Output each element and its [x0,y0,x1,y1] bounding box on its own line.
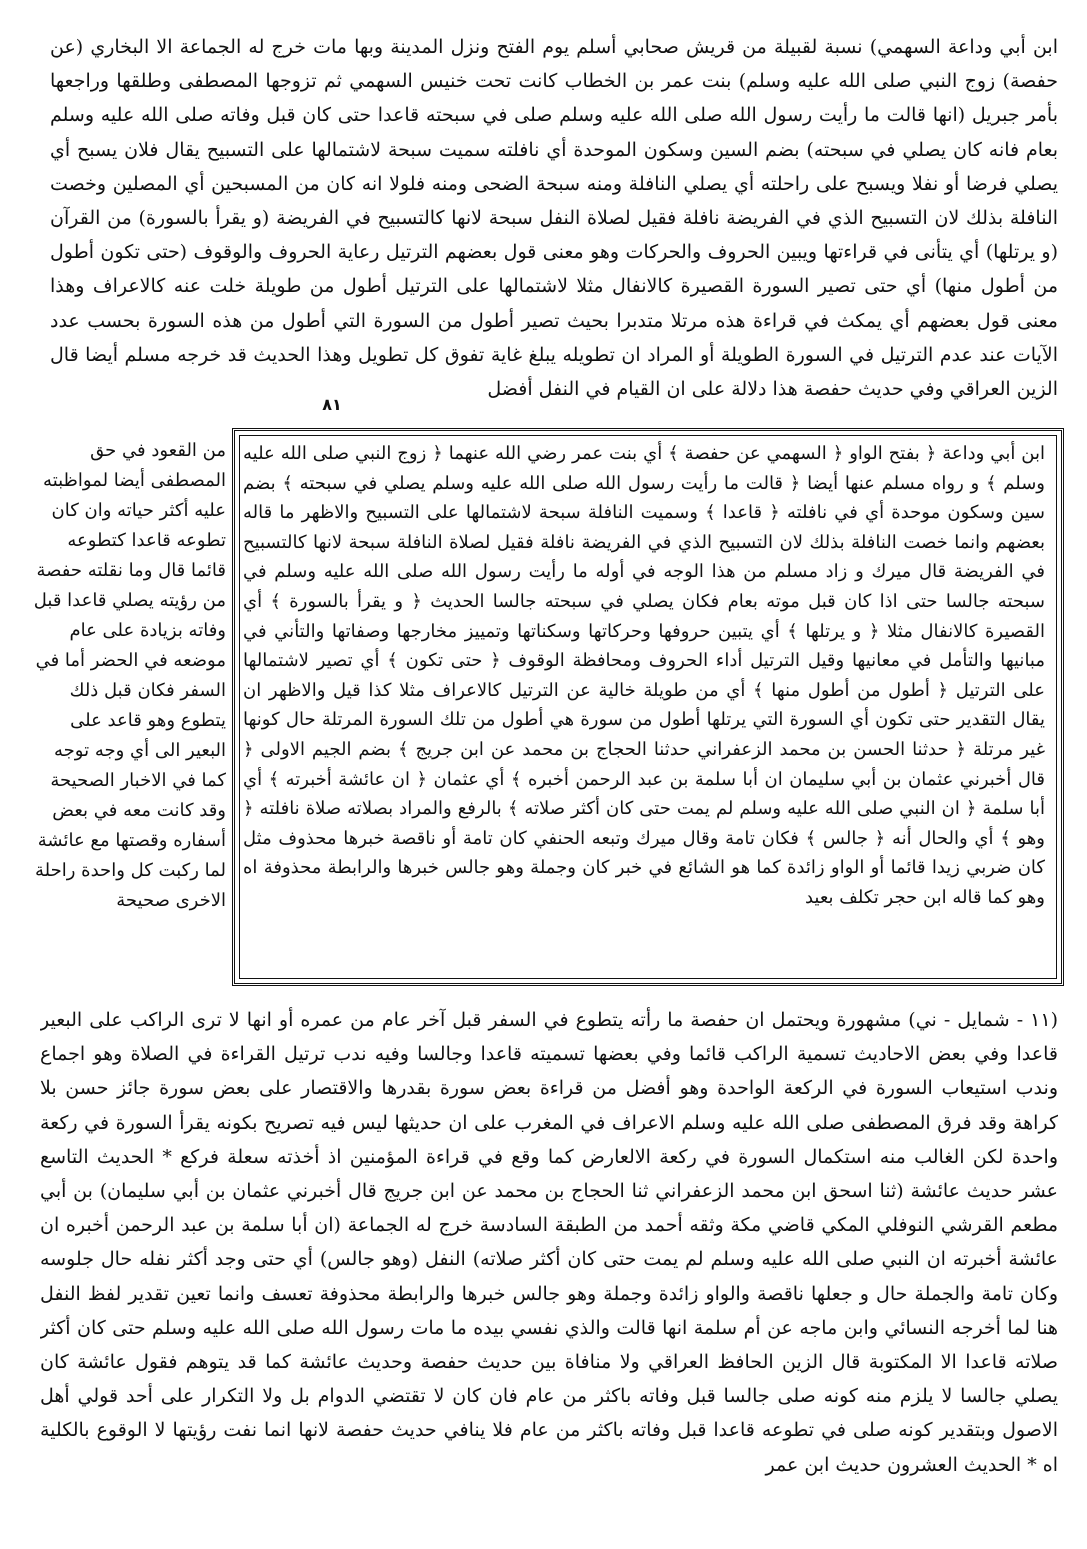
side-commentary-column: من القعود في حق المصطفى أيضا لمواظبته عليه أكثر حياته وان كان تطوعه قاعدا كتطوعه قائما قال وما نقلته حفصة من رؤيته يصلي قاعدا قبل وفاته بزيادة على عام موضعه في الحضر أما في السفر فكان قبل ذلك يتطوع وهو قاعد على البعير الى أي وجه توجه كما في الاخبار الصحيحة وقد كانت معه في بعض أسفاره وقصتها مع عائشة لما ركبت كل واحدة راحلة الاخرى صحيحة [33,440,226,911]
framed-commentary-text: ابن أبي وداعة ﴿ بفتح الواو ﴿ السهمي عن حفصة ﴾ أي بنت عمر رضي الله عنهما ﴿ زوج النبي صلى الله عليه وسلم ﴾ و رواه مسلم عنها أيضا ﴿ قالت ما رأيت رسول الله صلى الله عليه وسلم يصلي في سبحته ﴾ بضم سين وسكون موحدة أي في نافلته ﴿ قاعدا ﴾ وسميت النافلة سبحة لاشتمالها على التسبيح والاظهر ما قاله بعضهم وانما خصت النافلة بذلك لان التسبيح الذي في الفريضة نافلة فقيل لصلاة النافلة سبحة لانها كالتسبيح في الفريضة قال ميرك و زاد مسلم من هذا الوجه في أوله ما رأيت رسول الله صلى الله عليه وسلم في سبحته جالسا حتى اذا كان قبل موته بعام فكان يصلي في سبحته جالسا الحديث ﴿ و يقرأ بالسورة ﴾ أي القصيرة كالانفال مثلا ﴿ و يرتلها ﴾ أي يتبين حروفها وحركاتها وسكناتها وتمييز مخارجها وصفاتها والتأني في مبانيها والتأمل في معانيها وقيل الترتيل أداء الحروف ومحافظة الوقوف ﴿ حتى تكون ﴾ أي تصير لاشتمالها على الترتيل ﴿ أطول من أطول منها ﴾ أي من طويلة خالية عن الترتيل كالاعراف مثلا كذا قيل والاظهر ان يقال التقدير حتى تكون أي السورة التي يرتلها أطول من سورة هي أطول من تلك السورة المرتلة حال كونها غير مرتلة ﴿ حدثنا الحسن بن محمد الزعفراني حدثنا الحجاج بن محمد عن ابن جريج ﴾ بضم الجيم الاولى ﴿ قال أخبرني عثمان بن أبي سليمان ان أبا سلمة بن عبد الرحمن أخبره ﴾ أي عثمان ﴿ ان عائشة أخبرته ﴾ أي أبا سلمة ﴿ ان النبي صلى الله عليه وسلم لم يمت حتى كان أكثر صلاته ﴾ بالرفع والمراد بصلاته صلاة نافلته ﴿ وهو ﴾ أي والحال أنه ﴿ جالس ﴾ فكان تامة وقال ميرك وتبعه الحنفي كان تامة أو ناقصة خبرها محذوف مثل كان ضربي زيدا قائما أو الواو زائدة كما هو الشائع في خبر كان وجملة وهو جالس خبرها والرابطة محذوفة اه وهو كما قاله ابن حجر تكلف بعيد [243,443,1045,908]
top-commentary-paragraph: ابن أبي وداعة السهمي) نسبة لقبيلة من قريش صحابي أسلم يوم الفتح ونزل المدينة وبها مات خرج له الجماعة الا البخاري (عن حفصة) زوج النبي صلى الله عليه وسلم) بنت عمر بن الخطاب كانت تحت خنيس السهمي ثم تزوجها المصطفى وطلقها وراجعها بأمر جبريل (انها قالت ما رأيت رسول الله صلى الله عليه وسلم صلى في سبحته قاعدا حتى كان قبل وفاته صلى الله عليه وسلم بعام فانه كان يصلي في سبحته) بضم السين وسكون الموحدة أي نافلته سميت سبحة لاشتمالها على التسبيح يقال فلان يسبح أي يصلي فرضا أو نفلا ويسبح على راحلته أي يصلي النافلة ومنه سبحة الضحى ومنه فلولا انه كان من المسبحين أي المصلين وخصت النافلة بذلك لان التسبيح الذي في الفريضة نافلة فقيل لصلاة النفل سبحة لانها كالتسبيح في الفريضة (و يقرأ بالسورة) من القرآن (و يرتلها) أي يتأنى في قراءتها ويبين الحروف والحركات وهو معنى قول بعضهم الترتيل رعاية الحروف والوقوف (حتى تكون أطول من أطول منها) أي حتى تصير السورة القصيرة كالانفال مثلا لاشتمالها على الترتيل أطول من طويلة خلت عنه كالاعراف وهذا معنى قول بعضهم أي يمكث في قراءة هذه مرتلا متدبرا بحيث تصير أطول من السورة التي أطول من هذه السورة بحسب عدد الآيات عند عدم الترتيل في السورة الطويلة أو المراد ان تطويله يبلغ غاية تفوق كل تطويل وهذا الحديث قد خرجه مسلم أيضا قال الزين العراقي وفي حديث حفصة هذا دلالة على ان القيام في النفل أفضل [50,36,1058,401]
framed-commentary-box [232,428,1064,986]
page-number: ٨١ [322,395,342,414]
bottom-commentary-paragraph: (١١ - شمايل - ني) مشهورة ويحتمل ان حفصة ما رأته يتطوع في السفر قبل آخر عام من عمره أو انها لا ترى الراكب على البعير قاعدا وفي بعض الاحاديث تسمية الراكب قائما وفي بعضها تسميته قاعدا وجالسا وفيه ندب ترتيل القراءة في الصلاة وهو اجماع وندب استيعاب السورة في الركعة الواحدة وهو أفضل من قراءة بعض سورة بقدرها والاقتصار على بعض سورة جائز حسن بلا كراهة وقد فرق المصطفى صلى الله عليه وسلم الاعراف في المغرب على ان حديثها ليس فيه تصريح بكونه يقرأ السورة في ركعة واحدة لكن الغالب منه استكمال السورة في ركعة الالعارض كما وقع في قراءة المؤمنين اذ أخذته سعلة فركع * الحديث التاسع عشر حديث عائشة (ثنا اسحق ابن محمد الزعفراني ثنا الحجاج بن محمد عن ابن جريج قال أخبرني عثمان بن أبي سليمان) بن أبي مطعم القرشي النوفلي المكي قاضي مكة وثقه أحمد من الطبقة السادسة خرج له الجماعة (ان أبا سلمة بن عبد الرحمن أخبره ان عائشة أخبرته ان النبي صلى الله عليه وسلم لم يمت حتى كان أكثر صلاته) النفل (وهو جالس) أي حتى وجد أكثر نفله حال جلوسه وكان تامة والجملة حال و جعلها ناقصة والواو زائدة وجملة وهو جالس خبرها والرابطة محذوفة تعسف وانما تعين تقدير لفظ النفل هنا لما أخرجه النسائي وابن ماجه عن أم سلمة انها قالت والذي نفسي بيده ما مات رسول الله صلى الله عليه وسلم حتى كان أكثر صلاته قاعدا الا المكتوبة قال الزين الحافظ العراقي ولا منافاة بين حديث حفصة وحديث عائشة كما قد يتوهم فقول عائشة كان يصلي جالسا لا يلزم منه كونه صلى جالسا قبل وفاته باكثر من عام فان كان لا تقتضي الدوام بل ولا التكرار على أحد قولي أهل الاصول وبتقدير كونه صلى في تطوعه قاعدا قبل وفاته باكثر من عام فلا ينافي حديث حفصة لانها انما نفت رؤيتها لا الوقوع بالكلية اه * الحديث العشرون حديث ابن عمر [40,1009,1058,1476]
